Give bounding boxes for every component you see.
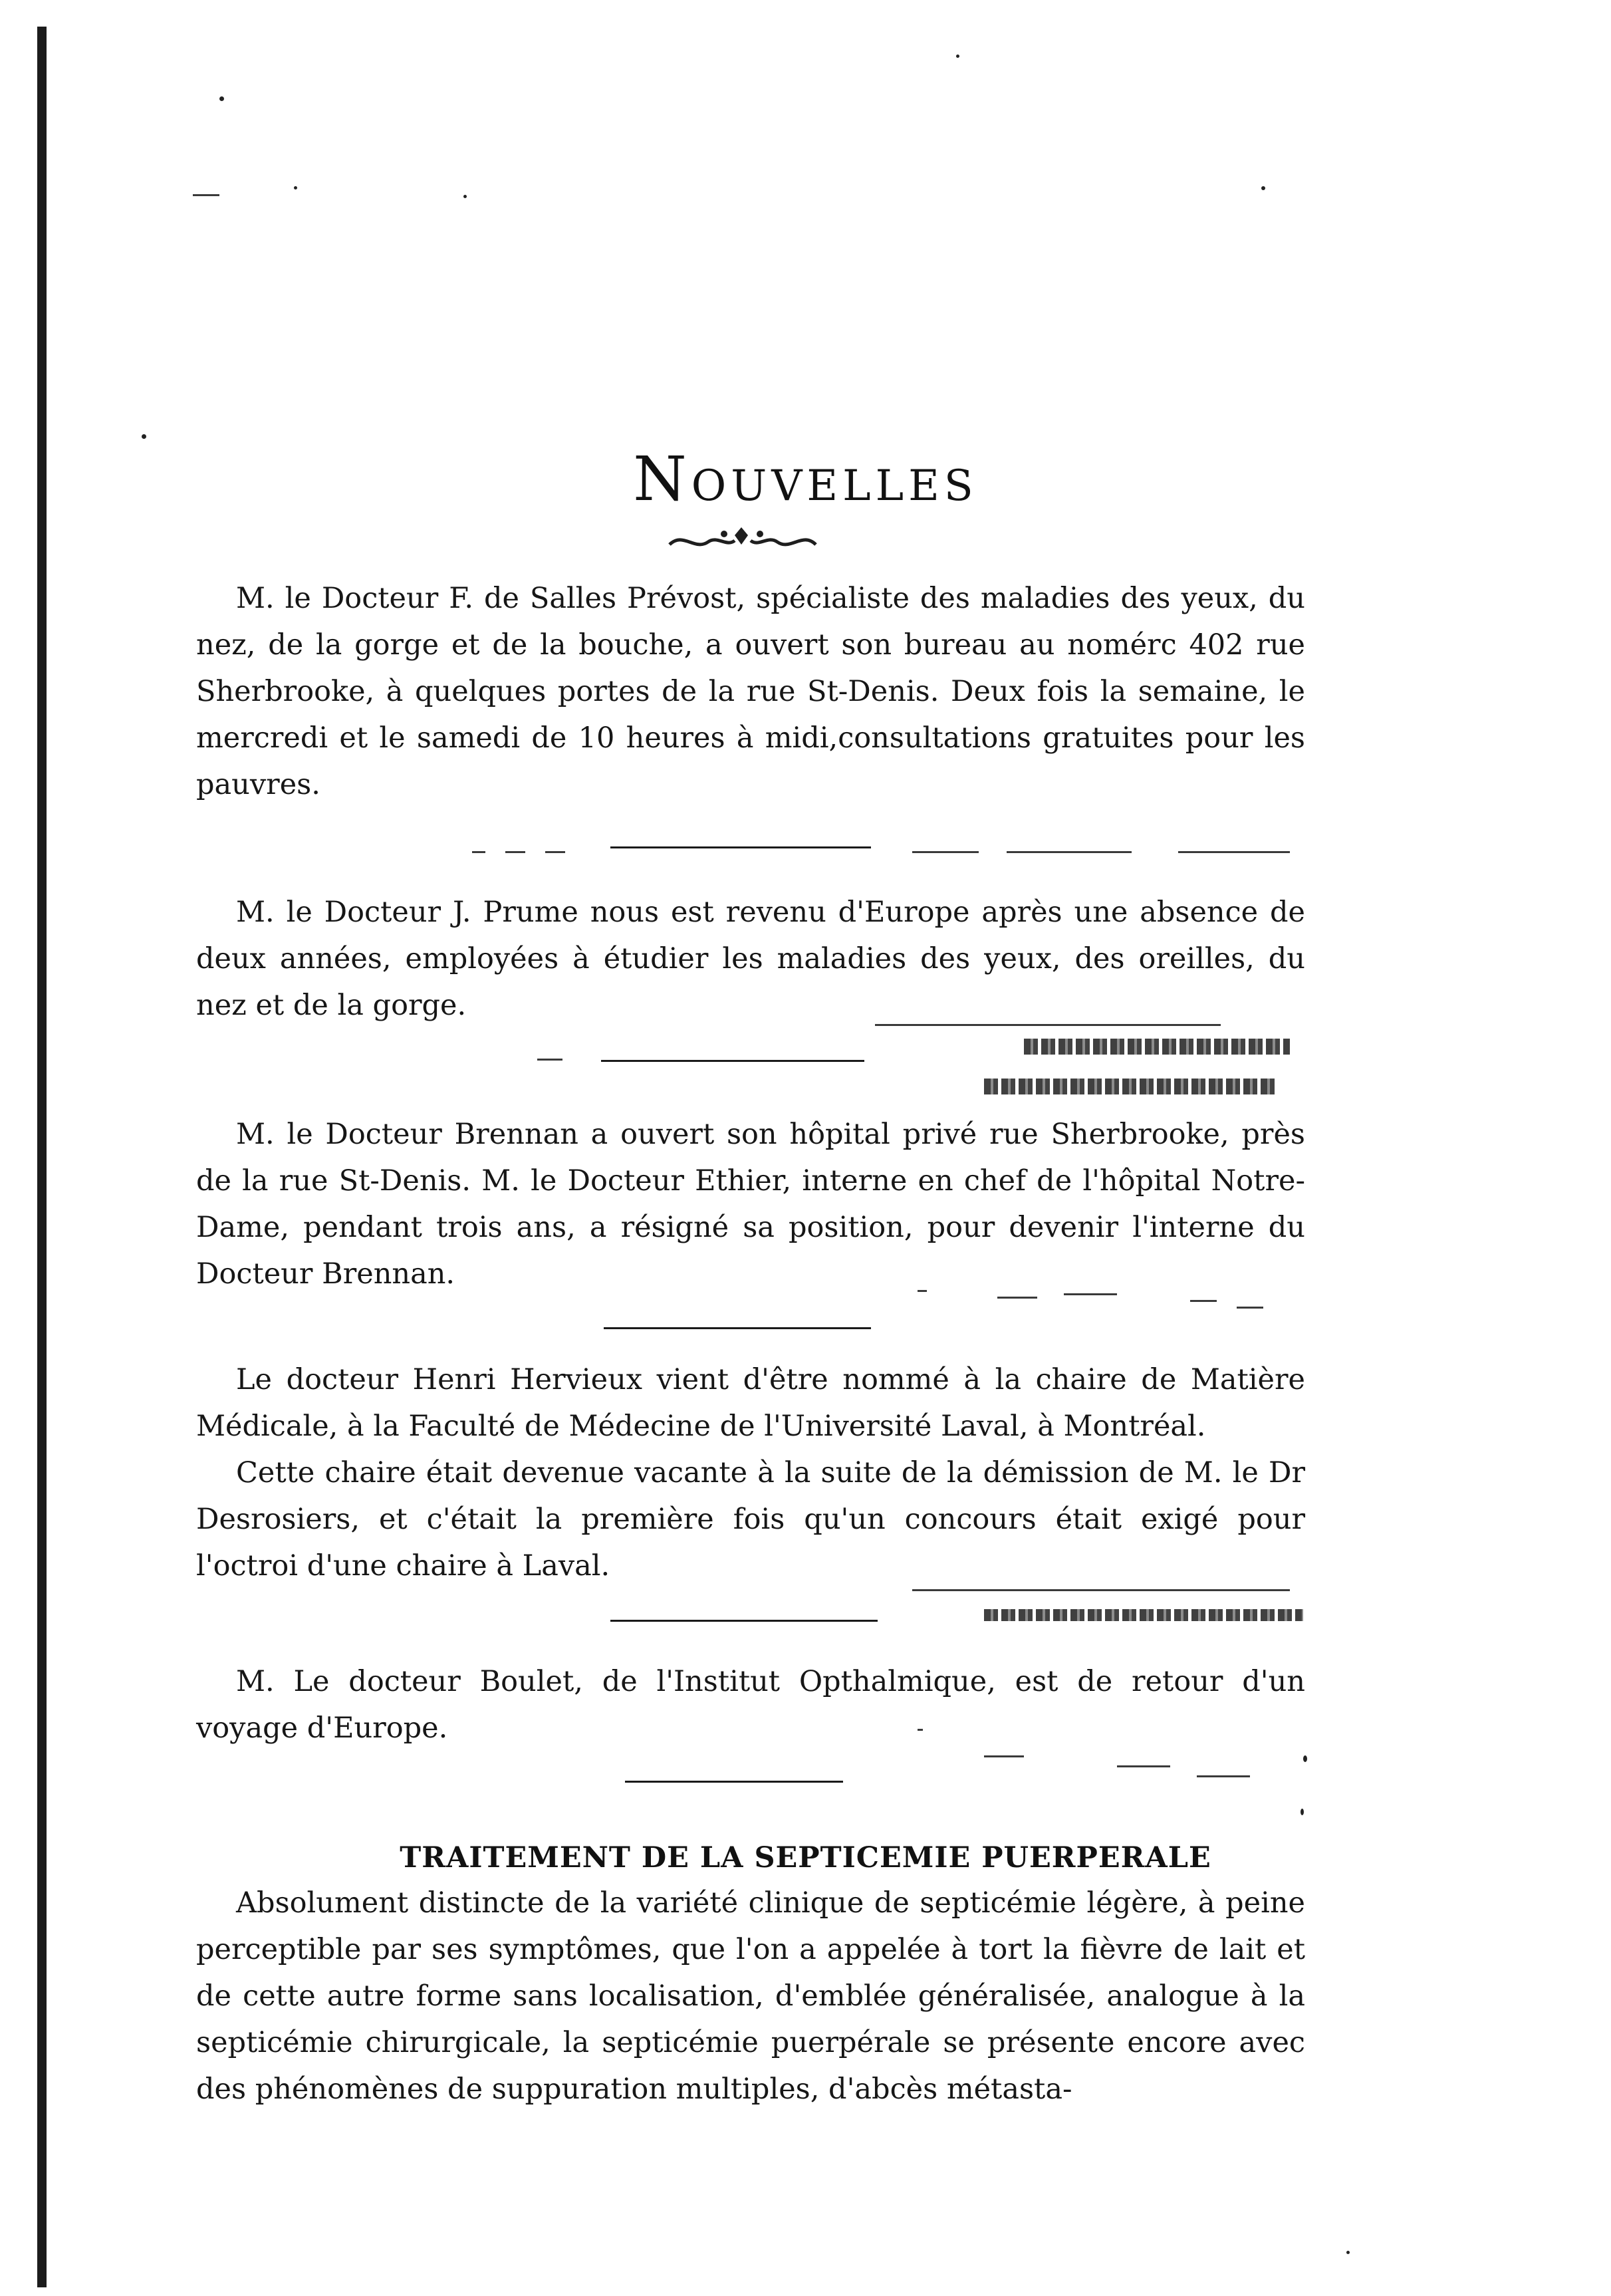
print-smudge bbox=[984, 1609, 1303, 1621]
print-smudge bbox=[1190, 1300, 1217, 1302]
print-speck bbox=[193, 194, 219, 196]
print-speck bbox=[956, 55, 959, 58]
print-speck bbox=[142, 434, 146, 439]
print-smudge bbox=[1024, 1039, 1290, 1055]
separator-rule bbox=[604, 1327, 871, 1329]
print-smudge bbox=[918, 1290, 927, 1292]
print-smudge bbox=[545, 851, 565, 853]
print-smudge bbox=[505, 851, 525, 853]
print-smudge bbox=[918, 1729, 923, 1731]
decorative-ornament-icon bbox=[663, 522, 822, 557]
print-speck bbox=[1301, 1809, 1304, 1815]
section-body: Absolument distincte de la variété clinique de septicémie légère, à peine perceptible par ses symptômes, que l'on a appelée à tort la fièvre de lait et de cette autre forme sans localisation, d'emblée généralisée, analogue à la septicémie chirurgicale, la septicémie puerpérale se présente encore avec des phénomènes de suppuration multiples, d'abcès métasta- bbox=[196, 1886, 1305, 2106]
print-smudge bbox=[912, 851, 979, 853]
separator-rule bbox=[625, 1781, 843, 1783]
print-smudge bbox=[984, 1755, 1024, 1757]
news-paragraph: M. le Docteur Brennan a ouvert son hôpital privé rue Sherbrooke, près de la rue St-Denis. M. le Docteur Ethier, interne en chef de l'hôpital Notre-Dame, pendant trois ans, a résigné sa position, pour devenir l'interne du Docteur Brennan. bbox=[196, 1118, 1305, 1291]
news-paragraph: M. le Docteur J. Prume nous est revenu d'Europe après une absence de deux années, employées à étudier les maladies des yeux, des oreilles, du nez et de la gorge. bbox=[196, 896, 1305, 1022]
page-binding-edge bbox=[37, 27, 47, 2287]
separator-rule bbox=[610, 846, 871, 848]
print-smudge bbox=[997, 1297, 1037, 1299]
print-smudge bbox=[875, 1024, 1221, 1026]
print-speck bbox=[1303, 1755, 1307, 1762]
news-paragraph: Cette chaire était devenue vacante à la suite de la démission de M. le Dr Desrosiers, et c'était la première fois qu'un concours était exigé pour l'octroi d'une chaire à Laval. bbox=[196, 1456, 1305, 1583]
page-title: Nouvelles bbox=[633, 443, 978, 515]
print-smudge bbox=[1197, 1775, 1250, 1777]
print-smudge bbox=[1007, 851, 1132, 853]
separator-rule bbox=[610, 1620, 878, 1622]
print-smudge bbox=[1117, 1765, 1170, 1767]
print-speck bbox=[294, 186, 297, 190]
print-smudge bbox=[912, 1589, 1290, 1591]
news-paragraph: M. le Docteur F. de Salles Prévost, spécialiste des maladies des yeux, du nez, de la gorge et de la bouche, a ouvert son bureau au nomérc 402 rue Sherbrooke, à quelques portes de la rue St-Denis. Deux fois la semaine, le mercredi et le samedi de 10 heures à midi,consultations gratuites pour les pauvres. bbox=[196, 582, 1305, 801]
print-smudge bbox=[537, 1059, 562, 1061]
print-smudge bbox=[472, 851, 485, 853]
separator-rule bbox=[601, 1060, 864, 1062]
print-smudge bbox=[1064, 1293, 1117, 1295]
print-smudge bbox=[1178, 851, 1290, 853]
print-speck bbox=[1346, 2251, 1350, 2254]
print-speck bbox=[219, 96, 224, 101]
news-paragraph: Le docteur Henri Hervieux vient d'être nommé à la chaire de Matière Médicale, à la Faculté de Médecine de l'Université Laval, à Montréal. bbox=[196, 1363, 1305, 1443]
print-speck bbox=[1261, 186, 1265, 190]
print-speck bbox=[463, 195, 467, 198]
section-title: TRAITEMENT DE LA SEPTICEMIE PUERPERALE bbox=[400, 1841, 1211, 1874]
print-smudge bbox=[1237, 1307, 1263, 1309]
print-smudge bbox=[984, 1079, 1277, 1094]
news-paragraph: M. Le docteur Boulet, de l'Institut Opthalmique, est de retour d'un voyage d'Europe. bbox=[196, 1665, 1305, 1745]
